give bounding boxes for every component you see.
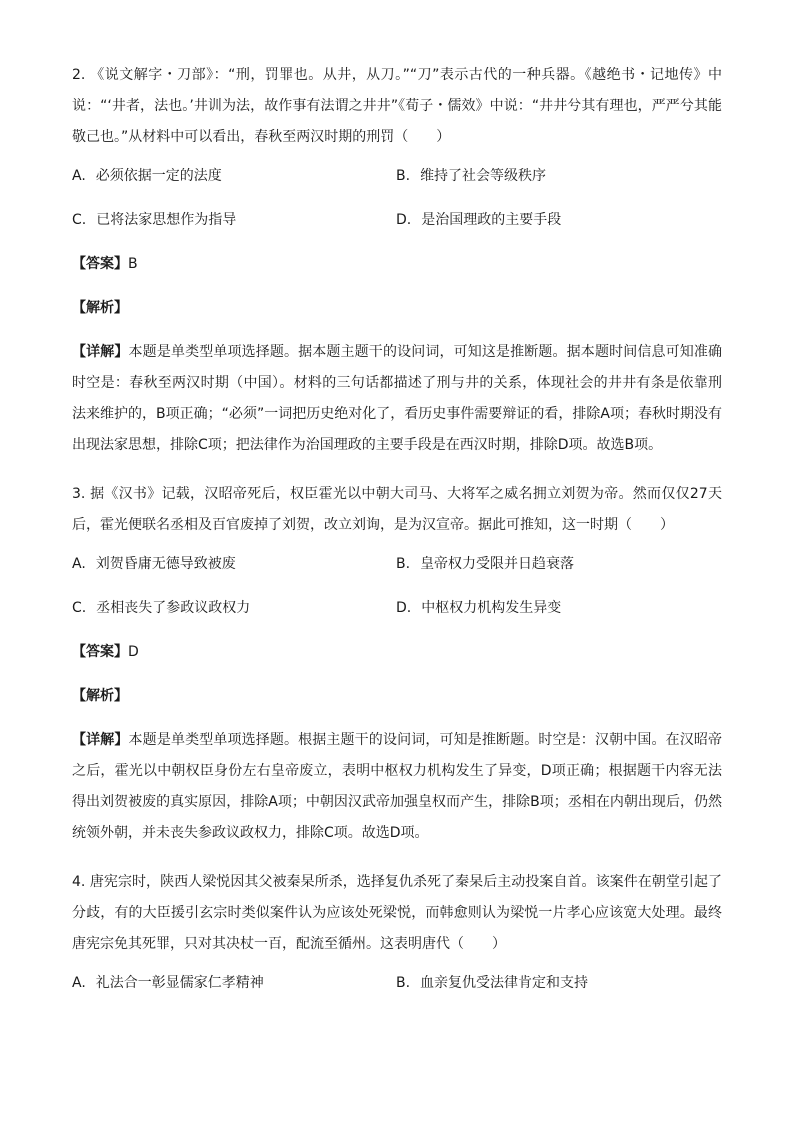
options-grid (72, 165, 722, 253)
analysis-heading: 【解析】 (72, 688, 128, 704)
option-b: B. 维持了社会等级秩序 (396, 168, 547, 184)
question-4 (72, 867, 722, 1016)
options-grid (72, 553, 722, 641)
option-a: A. 必须依据一定的法度 (72, 168, 222, 184)
option-b: B. 皇帝权力受限并日趋衰落 (396, 556, 575, 572)
option-c: C. 丞相丧失了参政议政权力 (72, 600, 251, 616)
question-3 (72, 479, 722, 849)
question-2 (72, 60, 722, 461)
answer: 【答案】B (72, 256, 138, 272)
detail-paragraph: 【详解】本题是单类型单项选择题。据本题主题干的设问词，可知这是推断题。据本题时间信息可知准确时空是：春秋至两汉时期（中国）。材料的三句话都描述了刑与井的关系，体现社会的井井有条是依靠刑法来维护的，B项正确；“必须”一词把历史绝对化了，看历史事件需要辩证的看，排除A项；春秋时期没有出现法家思想，排除C项；把法律作为治国理政的主要手段是在西汉时期，排除D项。故选B项。 (72, 344, 723, 453)
option-c: C. 已将法家思想作为指导 (72, 212, 237, 228)
option-d: D. 是治国理政的主要手段 (396, 212, 562, 228)
question-stem: 3. 据《汉书》记载，汉昭帝死后，权臣霍光以中朝大司马、大将军之威名拥立刘贺为帝。然而仅仅27天后，霍光便联名丞相及百官废掉了刘贺，改立刘询，是为汉宣帝。据此可推知，这一时期（ ） (72, 486, 722, 533)
question-stem: 2. 《说文解字・刀部》：“刑，罚罪也。从井，从刀。”“刀”表示古代的一种兵器。《越绝书・记地传》中说：“‘井者，法也。’井训为法，故作事有法谓之井井”《荀子・儒效》中说：“井井兮其有理也，严严兮其能敬己也。”从材料中可以看出，春秋至两汉时期的刑罚（ ） (72, 67, 722, 145)
options-grid (72, 972, 722, 1016)
question-stem: 4. 唐宪宗时，陕西人梁悦因其父被秦杲所杀，选择复仇杀死了秦杲后主动投案自首。该案件在朝堂引起了分歧，有的大臣援引玄宗时类似案件认为应该处死梁悦，而韩愈则认为梁悦一片孝心应该宽大处理。最终唐宪宗免其死罪，只对其决杖一百，配流至循州。这表明唐代（ ） (72, 874, 722, 952)
option-a: A. 刘贺昏庸无德导致被废 (72, 556, 236, 572)
option-b: B. 血亲复仇受法律肯定和支持 (396, 975, 589, 991)
option-a: A. 礼法合一彰显儒家仁孝精神 (72, 975, 264, 991)
detail-paragraph: 【详解】本题是单类型单项选择题。根据主题干的设问词，可知是推断题。时空是：汉朝中国。在汉昭帝之后，霍光以中朝权臣身份左右皇帝废立，表明中枢权力机构发生了异变，D项正确；根据题干内容无法得出刘贺被废的真实原因，排除A项；中朝因汉武帝加强皇权而产生，排除B项；丞相在内朝出现后，仍然统领外朝，并未丧失参政议政权力，排除C项。故选D项。 (72, 732, 723, 841)
option-d: D. 中枢权力机构发生异变 (396, 600, 562, 616)
answer: 【答案】D (72, 644, 139, 660)
analysis-heading: 【解析】 (72, 300, 128, 316)
